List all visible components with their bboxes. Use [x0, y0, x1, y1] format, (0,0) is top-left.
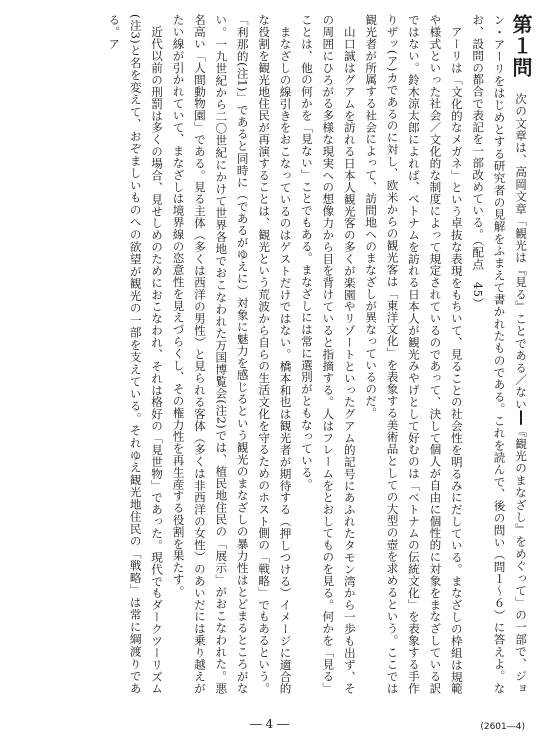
exam-code: (2601―4): [480, 722, 525, 732]
vertical-text-body: [11, 14, 531, 694]
paragraph-1: アーリは「文化的なメガネ」という卓抜な表現をもちいて、見ることの社会性を明るみにだしている。まなざしの枠組は規範や様式といった社会／文化的な制度によって規定されているのであって、決して個人が自由に個性的に対象をまなざしている訳ではない。鈴木涼太郎によれば、ベトナムを訪れる日本人が観光みやげとして好むのは「ベトナムの伝統文化」を表象する手作りザッ(ア)カであるのに対し、欧米からの観光客は「東洋文化」を表象する美術品としての大型の壺を求めるという。ここでは観光者が所属する社会によって、訪問地へのまなざしが異なっているのだ。: [364, 14, 464, 694]
question-intro: 次の文章は、高岡文章「観光は『見る』ことである／ない━━『観光のまなざし』をめぐって」の一部で、ジョン・アーリをはじめとする研究者の見解をふまえて書かれたものである。これを読んで、後の問い（問１～６）に答えよ。なお、設問の都合で表記を一部改めている。（配点 45）: [471, 14, 528, 694]
page-number: ― 4 ―: [249, 717, 290, 731]
question-header: [467, 14, 531, 694]
question-number: 第１問: [509, 14, 533, 78]
paragraph-4: 近代以前の刑罰は多くの場合、見せしめのためにおこなわれ、それは格好の「見世物」であった。現代でもダークツーリズム(注3)と名を変えて、おぞましいものへの欲望が観光の一部を支えている。それゆえ観光地住民の「戦略」は常に綱渡りである。ア: [107, 14, 165, 694]
paragraph-3: まなざしの線引きをおこなっているのはゲストだけではない。橋本和也は観光者が期待する（押しつける）イメージに適合的な役割を観光地住民が再演することは、観光という荒波から自らの生活文化を守るためのホスト側の「戦略」でもあるという。「利那的(注1)」であると同時に（であるがゆえに）対象に魅力を感じるという観光のまなざしの暴力性はとどまるところがない。一九世紀から二〇世紀にかけて世界各地でおこなわれた万国博覧会(注2)では、植民地住民の「展示」がおこなわれた。悪名高い「人間動物園」である。見る主体（多くは西洋の男性）と見られる客体（多くは非西洋の女性）のあいだには乗り越えがたい線が引かれていて、まなざしは境界線の恣意性を見えづらくし、その権力性を再生産する役割を果たす。: [171, 14, 293, 694]
paragraph-2: 山口誠はグアムを訪れる日本人観光客の多くが楽園やリゾートといったグアム的記号にあふれたタモン湾から一歩も出ず、その周囲にひろがる多様な現実への想像力から目を背けていると指摘する。人はフレームをとおしてものを見る。何かを「見る」ことは、他の何かを「見ない」ことでもある。まなざしには常に選別がともなっている。: [299, 14, 357, 694]
